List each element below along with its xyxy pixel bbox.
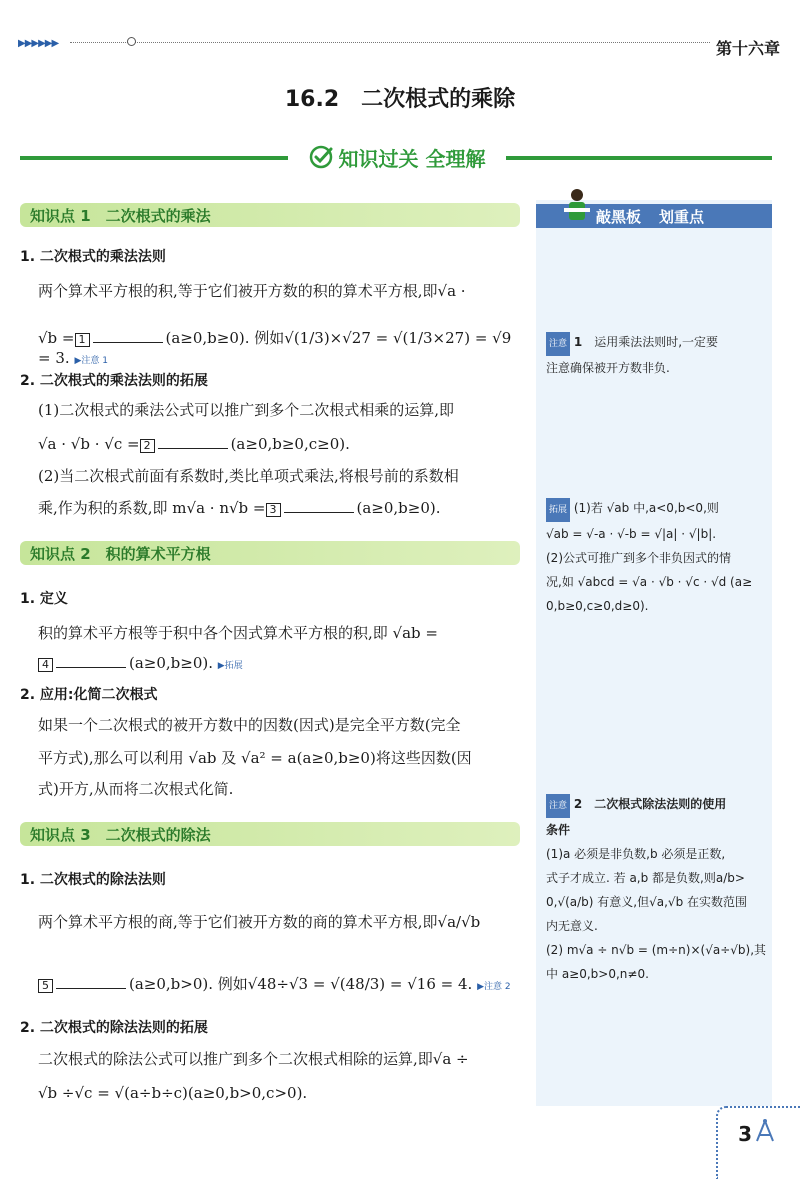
kp1-text-line-5: (2)当二次根式前面有系数时,类比单项式乘法,将根号前的系数相 xyxy=(38,467,459,485)
kp3-text-line-1: 两个算术平方根的商,等于它们被开方数的商的算术平方根,即√a/√b xyxy=(38,913,481,931)
kp2-text-line-1: 积的算术平方根等于积中各个因式算术平方根的积,即 √ab = xyxy=(38,624,438,642)
extension-tag: 拓展 xyxy=(546,498,570,522)
blank-box-1: 1 xyxy=(75,333,90,347)
side-head-title-1: 敲黑板 xyxy=(596,207,642,226)
kp2-text-line-5: 式)开方,从而将二次根式化简. xyxy=(38,780,234,798)
blank-box-2: 2 xyxy=(140,439,155,453)
kp1-text-line-1: 两个算术平方根的积,等于它们被开方数的积的算术平方根,即√a · xyxy=(38,282,466,300)
check-circle-icon xyxy=(309,144,335,170)
answer-blank-1[interactable] xyxy=(93,342,163,343)
kp2-subheading-2: 2. 应用:化简二次根式 xyxy=(20,687,158,703)
kp2-text-line-3: 如果一个二次根式的被开方数中的因数(因式)是完全平方数(完全 xyxy=(38,716,461,734)
header-dot xyxy=(127,37,136,46)
kp3-subheading-1: 1. 二次根式的除法法则 xyxy=(20,872,166,888)
note-ref-2[interactable]: ▶注意 2 xyxy=(477,982,511,992)
kp2-text-line-2: 4 (a≥0,b≥0). ▶拓展 xyxy=(38,653,523,676)
section-banner xyxy=(292,140,502,174)
page-number: 3 xyxy=(738,1122,752,1146)
extension-ref[interactable]: ▶拓展 xyxy=(217,661,243,671)
section-title xyxy=(0,82,800,113)
kp3-text-line-4: √b ÷√c = √(a÷b÷c)(a≥0,b>0,c>0). xyxy=(38,1084,308,1102)
extension-note: 拓展 (1)若 √ab 中,a<0,b<0,则 √ab = √-a · √-b = √|a| · √|b|. (2)公式可推广到多个非负因式的情 况,如 √abcd = √a · √b · √c · √d (a≥ 0,b≥0,c≥0,d≥0). xyxy=(546,496,768,618)
side-head-title-2: 划重点 xyxy=(659,207,705,226)
answer-blank-4[interactable] xyxy=(56,667,126,668)
section-number: 16.2 xyxy=(284,87,340,112)
kp1-text-line-2: √b = 1 (a≥0,b≥0). 例如√(1/3)×√27 = √(1/3×27) = √9 = 3. ▶注意 1 xyxy=(38,329,512,367)
answer-blank-3[interactable] xyxy=(284,512,354,513)
blank-box-5: 5 xyxy=(38,979,53,993)
kp3-subheading-2: 2. 二次根式的除法法则的拓展 xyxy=(20,1020,208,1036)
kp3-text-line-3: 二次根式的除法公式可以推广到多个二次根式相除的运算,即√a ÷ xyxy=(38,1050,469,1068)
knowledge-point-2-header: 知识点 2 积的算术平方根 xyxy=(20,541,520,565)
blank-box-3: 3 xyxy=(266,503,281,517)
kp2-subheading-1: 1. 定义 xyxy=(20,591,68,607)
note-ref-1[interactable]: ▶注意 1 xyxy=(74,356,108,366)
note-2: 注意 2 二次根式除法法则的使用 条件 (1)a 必须是非负数,b 必须是正数, 式子才成立. 若 a,b 都是负数,则a/b> 0,√(a/b) 有意义,但√a,√b 在实数范围 内无意义. (2) m√a ÷ n√b = (m÷n)×(√a÷√b),其 中 a≥0,b>0,n≠0. xyxy=(546,792,768,986)
note-2-tag: 注意 xyxy=(546,794,570,818)
knowledge-point-1-header: 知识点 1 二次根式的乘法 xyxy=(20,203,520,227)
blank-box-4: 4 xyxy=(38,658,53,672)
note-1-tag: 注意 xyxy=(546,332,570,356)
kp2-text-line-4: 平方式),那么可以利用 √ab 及 √a² = a(a≥0,b≥0)将这些因数(因 xyxy=(38,749,472,767)
teacher-figure-icon xyxy=(562,188,592,228)
kp1-subheading-1: 1. 二次根式的乘法法则 xyxy=(20,249,166,265)
section-name: 二次根式的乘除 xyxy=(361,87,516,112)
kp1-subheading-2: 2. 二次根式的乘法法则的拓展 xyxy=(20,373,208,389)
answer-blank-2[interactable] xyxy=(158,448,228,449)
kp1-text-line-3: (1)二次根式的乘法公式可以推广到多个二次根式相乘的运算,即 xyxy=(38,401,455,419)
kp1-text-line-6: 乘,作为积的系数,即 m√a · n√b = 3 (a≥0,b≥0). xyxy=(38,499,441,517)
banner-title: 知识过关 全理解 xyxy=(338,146,486,171)
kp3-text-line-2: 5 (a≥0,b>0). 例如√48÷√3 = √(48/3) = √16 = 4. ▶注意 2 xyxy=(38,974,523,997)
chapter-label: 第十六章 xyxy=(710,36,780,59)
banner-rule-left xyxy=(20,156,288,160)
banner-rule-right xyxy=(506,156,772,160)
answer-blank-5[interactable] xyxy=(56,988,126,989)
kp1-text-line-4: √a · √b · √c = 2 (a≥0,b≥0,c≥0). xyxy=(38,435,350,453)
header-dotted-line xyxy=(70,42,760,43)
header-arrows: ▶▶▶▶▶▶ xyxy=(18,38,59,49)
note-1: 注意 1 运用乘法法则时,一定要 注意确保被开方数非负. xyxy=(546,330,768,380)
compass-icon xyxy=(752,1118,778,1144)
knowledge-point-3-header: 知识点 3 二次根式的除法 xyxy=(20,822,520,846)
